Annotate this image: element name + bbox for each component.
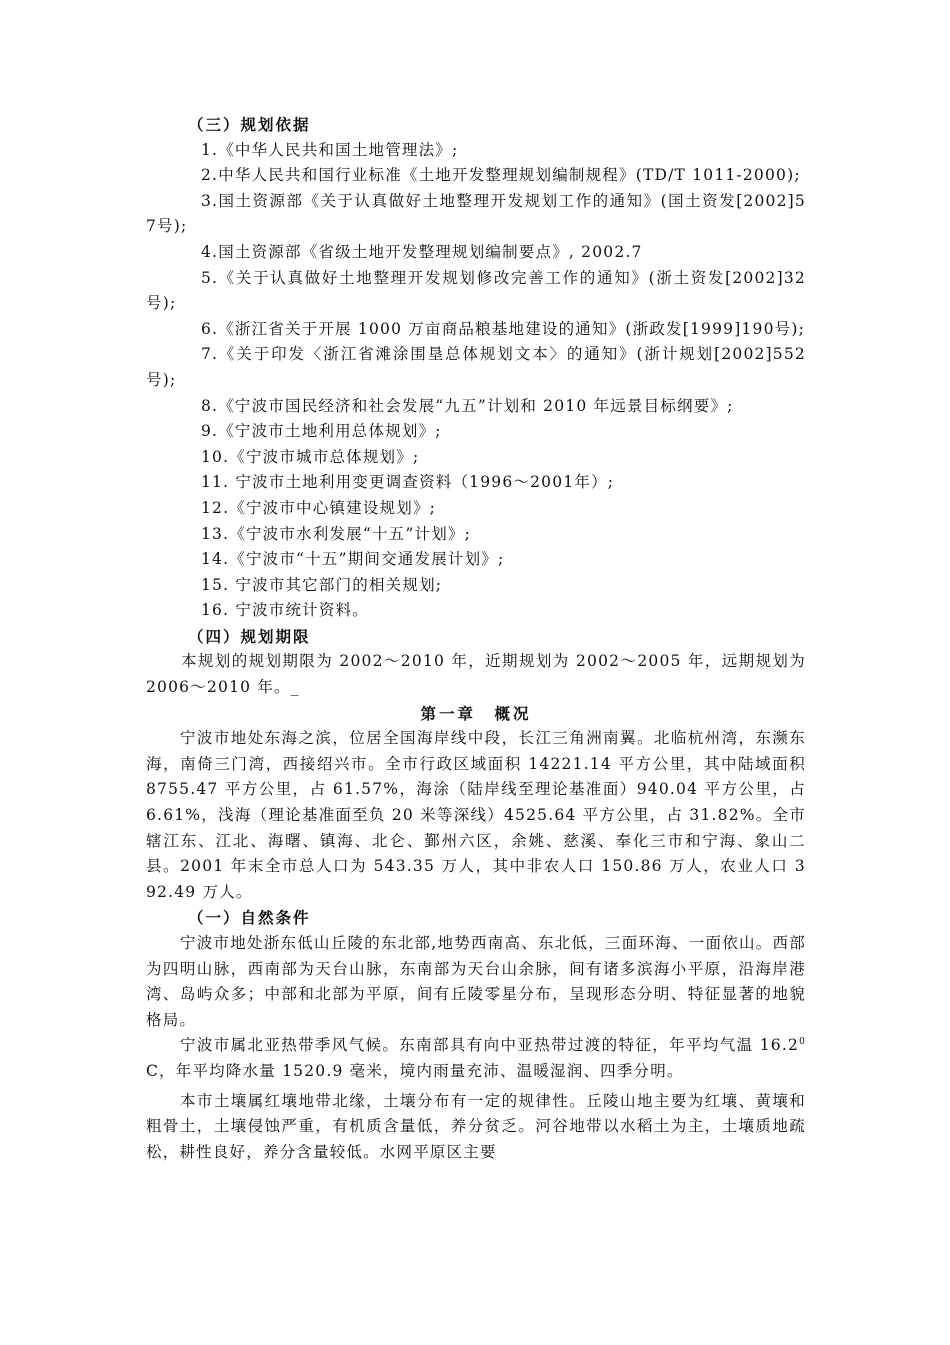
section-heading-basis: （三）规划依据 <box>188 115 311 134</box>
basis-item-5: 5.《关于认真做好土地整理开发规划修改完善工作的通知》(浙土资发[2002]32号); <box>146 268 806 313</box>
chapter-title: 第一章 概况 <box>420 703 532 723</box>
basis-item-9: 9.《宁波市土地利用总体规划》; <box>201 422 442 441</box>
soil-paragraph: 本市土壤属红壤地带北缘，土壤分布有一定的规律性。丘陵山地主要为红壤、黄壤和粗骨土，土壤侵蚀严重，有机质含量低，养分贫乏。河谷地带以水稻土为主，土壤质地疏松，耕性良好，养分含量较低。水网平原区主要 <box>146 1091 806 1161</box>
basis-item-1: 1.《中华人民共和国土地管理法》; <box>201 140 459 159</box>
period-paragraph: 本规划的规划期限为 2002～2010 年，近期规划为 2002～2005 年，远期规划为 2006～2010 年。_ <box>146 652 806 697</box>
basis-item-7: 7.《关于印发〈浙江省滩涂围垦总体规划文本〉的通知》(浙计规划[2002]552号); <box>146 345 806 389</box>
basis-item-2: 2.中华人民共和国行业标准《土地开发整理规划编制规程》(TD/T 1011-2000); <box>201 166 801 185</box>
terrain-paragraph: 宁波市地处浙东低山丘陵的东北部,地势西南高、东北低，三面环海、一面依山。西部为四明山脉，西南部为天台山脉，东南部为天台山余脉，间有诸多滨海小平原，沿海岸港湾、岛屿众多；中部和北部为平原，间有丘陵零星分布，呈现形态分明、特征显著的地貌格局。 <box>146 934 806 1029</box>
document-page <box>146 112 806 1165</box>
section-heading-natural: （一）自然条件 <box>188 908 311 928</box>
basis-item-16: 16. 宁波市统计资料。 <box>201 601 369 620</box>
basis-item-14: 14.《宁波市“十五”期间交通发展计划》; <box>201 550 505 569</box>
basis-item-13: 13.《宁波市水利发展“十五”计划》; <box>201 524 472 543</box>
climate-text-b: C，年平均降水量 1520.9 毫米，境内雨量充沛、温暖湿润、四季分明。 <box>146 1061 684 1080</box>
basis-item-8: 8.《宁波市国民经济和社会发展“九五”计划和 2010 年远景目标纲要》; <box>201 396 734 415</box>
basis-item-6: 6.《浙江省关于开展 1000 万亩商品粮基地建设的通知》(浙政发[1999]190号); <box>201 319 806 338</box>
climate-text-a: 宁波市属北亚热带季风气候。东南部具有向中亚热带过渡的特征，年平均气温 16.2 <box>180 1036 800 1055</box>
basis-item-3: 3.国土资源部《关于认真做好土地整理开发规划工作的通知》(国土资发[2002]57号); <box>146 191 806 236</box>
section-heading-period: （四）规划期限 <box>188 626 311 646</box>
climate-paragraph <box>146 1033 806 1084</box>
basis-item-10: 10.《宁波市城市总体规划》; <box>201 447 420 466</box>
basis-item-12: 12.《宁波市中心镇建设规划》; <box>201 498 437 517</box>
basis-item-11: 11. 宁波市土地利用变更调查资料（1996～2001年）; <box>201 473 615 492</box>
basis-item-15: 15. 宁波市其它部门的相关规划; <box>201 575 443 594</box>
basis-item-4: 4.国土资源部《省级土地开发整理规划编制要点》, 2002.7 <box>201 242 643 261</box>
overview-paragraph: 宁波市地处东海之滨，位居全国海岸线中段，长江三角洲南翼。北临杭州湾，东濒东海，南倚三门湾，西接绍兴市。全市行政区域面积 14221.14 平方公里，其中陆域面积 8755.47 平方公里，占 61.57%，海涂（陆岸线至理论基准面）940.04 平方公里，占 6.61%，浅海（理论基准面至负 20 米等深线）4525.64 平方公里，占 31.82%。全市辖江东、江北、海曙、镇海、北仑、鄞州六区，余姚、慈溪、奉化三市和宁海、象山二县。2001 年末全市总人口为 543.35 万人，其中非农人口 150.86 万人，农业人口 392.49 万人。 <box>146 729 806 901</box>
degree-superscript: 0 <box>799 1037 806 1048</box>
